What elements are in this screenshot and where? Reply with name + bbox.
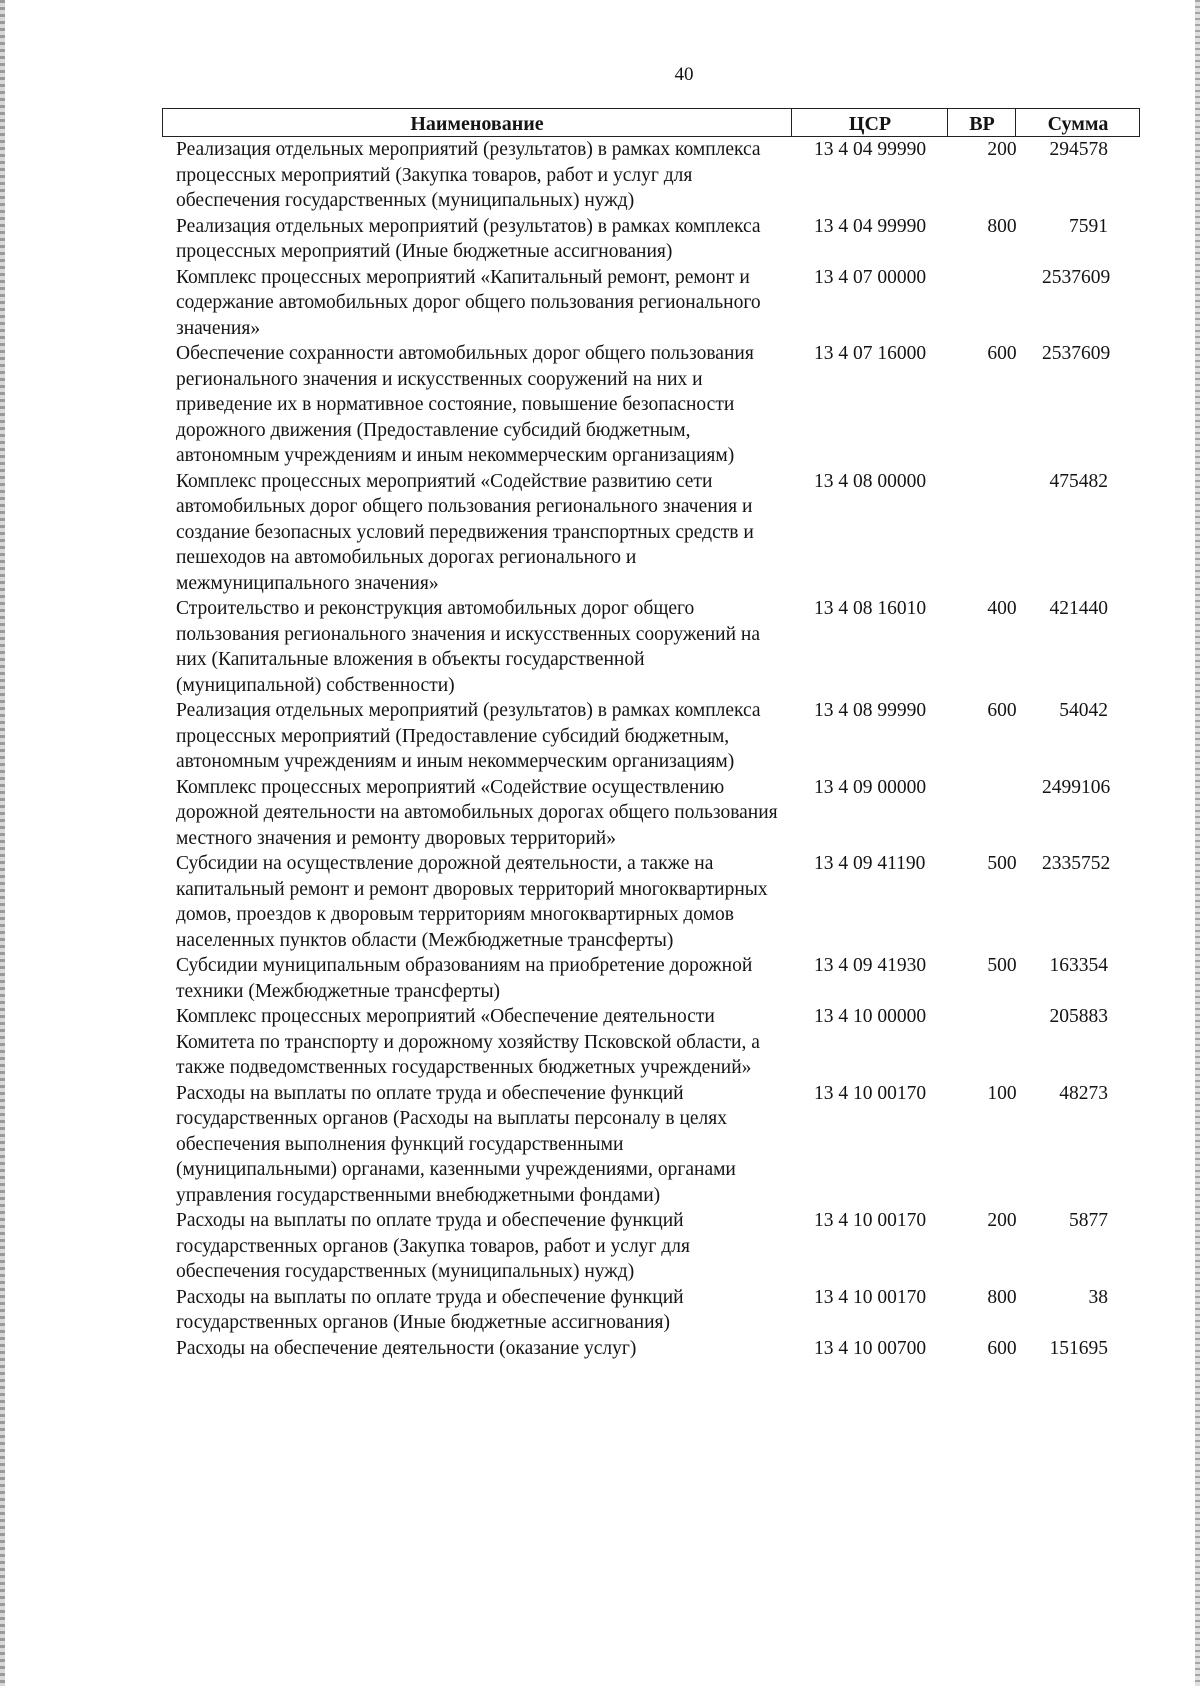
row-sum: 421440 xyxy=(1049,598,1108,619)
row-csr: 13 4 08 16010 xyxy=(814,598,927,619)
page-number: 40 xyxy=(674,64,694,85)
row-csr: 13 4 07 00000 xyxy=(814,266,927,288)
table-body xyxy=(162,137,1140,1361)
row-csr: 13 4 09 41930 xyxy=(814,955,927,976)
page-scan-edge-right xyxy=(1195,0,1200,1686)
row-csr: 13 4 08 99990 xyxy=(814,700,927,721)
table-row xyxy=(162,953,1140,1004)
table-row xyxy=(162,1336,1140,1362)
table-header xyxy=(162,108,1140,137)
row-name: Комплекс процессных мероприятий «Содействие развитию сети автомобильных дорог общего пользования регионального значения и создание безопасных условий передвижения транспортных средств и пешеходов на автомобильных дорогах регионального и межмуниципального значения» xyxy=(176,470,754,594)
row-vr: 600 xyxy=(987,343,1017,364)
row-name: Субсидии муниципальным образованиям на приобретение дорожной техники (Межбюджетные трансферты) xyxy=(176,955,753,1002)
row-name: Обеспечение сохранности автомобильных дорог общего пользования регионального значения и искусственных сооружений на них и приведение их в нормативное состояние, повышение безопасности дорожного движения (Предоставление субсидий бюджетным, автономным учреждениям и иным некоммерческим организациям) xyxy=(176,343,754,466)
row-sum: 54042 xyxy=(1059,700,1108,721)
row-vr: 800 xyxy=(987,215,1017,237)
table-row xyxy=(162,341,1140,469)
row-csr: 13 4 09 41190 xyxy=(814,853,926,874)
row-sum: 151695 xyxy=(1049,1337,1108,1359)
row-sum: 2537609 xyxy=(1042,343,1111,364)
table-row xyxy=(162,698,1140,775)
header-csr: ЦСР xyxy=(848,113,892,135)
row-sum: 5877 xyxy=(1069,1210,1108,1231)
row-sum: 205883 xyxy=(1049,1006,1108,1027)
header-vr: ВР xyxy=(969,113,995,135)
row-name: Реализация отдельных мероприятий (результатов) в рамках комплекса процессных мероприятий (Иные бюджетные ассигнования) xyxy=(176,215,761,262)
row-sum: 294578 xyxy=(1049,139,1108,160)
row-sum: 48273 xyxy=(1059,1082,1108,1104)
row-csr: 13 4 04 99990 xyxy=(814,139,927,160)
row-csr: 13 4 10 00170 xyxy=(814,1210,927,1231)
row-csr: 13 4 10 00170 xyxy=(814,1082,927,1104)
row-vr: 500 xyxy=(987,853,1017,874)
page-scan-edge-left xyxy=(0,0,5,1686)
row-name: Комплекс процессных мероприятий «Капитальный ремонт, ремонт и содержание автомобильных дорог общего пользования регионального значения» xyxy=(176,266,761,339)
row-name: Реализация отдельных мероприятий (результатов) в рамках комплекса процессных мероприятий (Закупка товаров, работ и услуг для обеспечения государственных (муниципальных) нужд) xyxy=(176,139,761,211)
table-row xyxy=(162,214,1140,265)
row-name: Строительство и реконструкция автомобильных дорог общего пользования регионального значения и искусственных сооружений на них (Капитальные вложения в объекты государственной (муниципальной) собственности) xyxy=(176,598,761,696)
row-vr: 200 xyxy=(987,1210,1017,1231)
row-csr: 13 4 08 00000 xyxy=(814,470,927,492)
row-vr: 400 xyxy=(987,598,1017,619)
row-vr: 600 xyxy=(987,700,1017,721)
row-name: Комплекс процессных мероприятий «Обеспечение деятельности Комитета по транспорту и дорожному хозяйству Псковской области, а также подведомственных государственных бюджетных учреждений» xyxy=(176,1006,760,1078)
row-sum: 2335752 xyxy=(1042,853,1111,874)
row-name: Комплекс процессных мероприятий «Содействие осуществлению дорожной деятельности на автомобильных дорогах общего пользования местного значения и ремонту дворовых территорий» xyxy=(176,776,778,849)
table-row xyxy=(162,1285,1140,1336)
row-sum: 163354 xyxy=(1049,955,1108,976)
row-name: Расходы на выплаты по оплате труда и обеспечение функций государственных органов (Расходы на выплаты персоналу в целях обеспечения выполнения функций государственными (муниципальными) органами, казенными учреждениями, органами управления государственными внебюджетными фондами) xyxy=(176,1082,736,1206)
row-sum: 7591 xyxy=(1069,215,1108,237)
table-row xyxy=(162,851,1140,953)
row-csr: 13 4 04 99990 xyxy=(814,215,927,237)
header-divider xyxy=(947,109,948,136)
row-vr: 500 xyxy=(987,955,1017,976)
row-sum: 38 xyxy=(1088,1286,1108,1308)
row-csr: 13 4 10 00700 xyxy=(814,1337,927,1359)
table-row xyxy=(162,137,1140,214)
table-row xyxy=(162,775,1140,852)
row-csr: 13 4 10 00000 xyxy=(814,1006,927,1027)
row-name: Расходы на обеспечение деятельности (оказание услуг) xyxy=(176,1337,637,1359)
row-vr: 600 xyxy=(987,1337,1017,1359)
row-vr: 200 xyxy=(987,139,1017,160)
table-row xyxy=(162,1081,1140,1209)
table-row xyxy=(162,1208,1140,1285)
table-row xyxy=(162,1004,1140,1081)
row-vr: 100 xyxy=(987,1082,1017,1104)
row-sum: 2499106 xyxy=(1042,776,1111,798)
row-sum: 2537609 xyxy=(1042,266,1111,288)
row-sum: 475482 xyxy=(1049,470,1108,492)
row-csr: 13 4 07 16000 xyxy=(814,343,927,364)
table-row xyxy=(162,469,1140,597)
header-divider xyxy=(791,109,792,136)
row-name: Расходы на выплаты по оплате труда и обеспечение функций государственных органов (Закупка товаров, работ и услуг для обеспечения государственных (муниципальных) нужд) xyxy=(176,1210,690,1282)
header-divider xyxy=(1015,109,1016,136)
row-name: Расходы на выплаты по оплате труда и обеспечение функций государственных органов (Иные бюджетные ассигнования) xyxy=(176,1286,684,1333)
header-sum: Сумма xyxy=(1047,113,1109,135)
row-vr: 800 xyxy=(987,1286,1017,1308)
table-row xyxy=(162,265,1140,342)
row-csr: 13 4 10 00170 xyxy=(814,1286,927,1308)
row-csr: 13 4 09 00000 xyxy=(814,776,927,798)
budget-table xyxy=(162,108,1140,1361)
table-row xyxy=(162,596,1140,698)
header-name: Наименование xyxy=(410,113,544,135)
row-name: Субсидии на осуществление дорожной деятельности, а также на капитальный ремонт и ремонт дворовых территорий многоквартирных домов, проездов к дворовым территориям многоквартирных домов населенных пунктов области (Межбюджетные трансферты) xyxy=(176,853,768,951)
row-name: Реализация отдельных мероприятий (результатов) в рамках комплекса процессных мероприятий (Предоставление субсидий бюджетным, автономным учреждениям и иным некоммерческим организациям) xyxy=(176,700,761,772)
